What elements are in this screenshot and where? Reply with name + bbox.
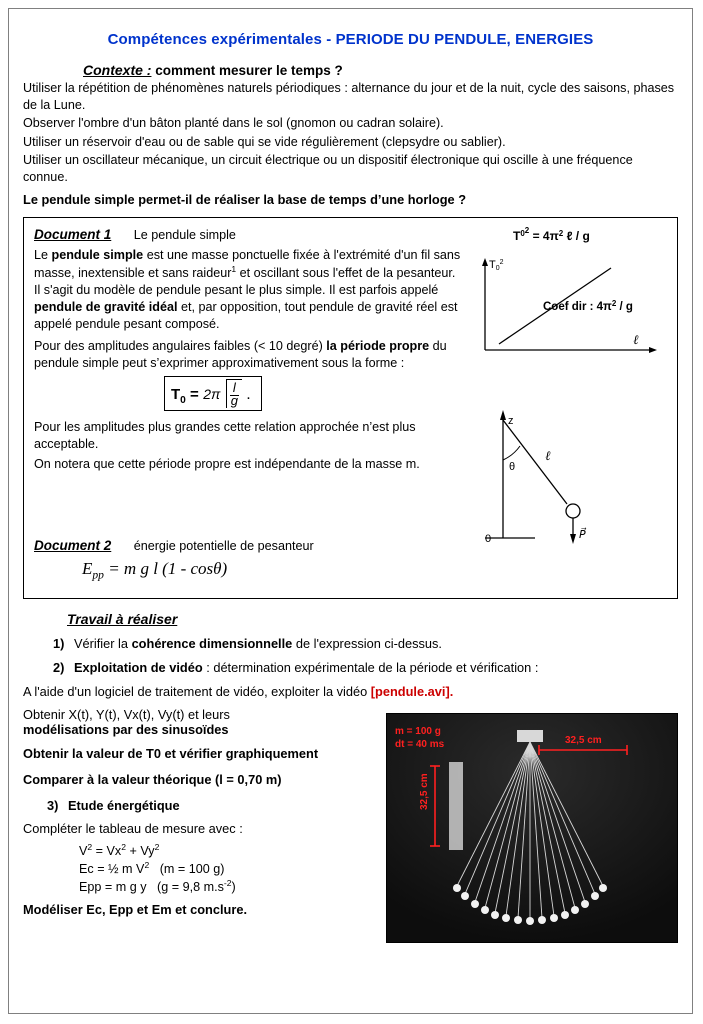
graph-x-label: ℓ [633, 331, 639, 347]
context-line-3: Utiliser un réservoir d'eau ou de sable qui se vide régulièrement (clepsydre ou sablier). [23, 134, 506, 149]
travail-item-1-text: Vérifier la cohérence dimensionnelle de l'expression ci-dessus. [73, 635, 442, 651]
graph-slope-label: Coef dir : $4\pi^2$ / g [543, 298, 633, 313]
context-label: Contexte : [83, 62, 152, 78]
task-line-4: Comparer à la valeur théorique (l = 0,70 m) [23, 771, 282, 787]
diagram-z-label: z [508, 414, 514, 427]
t0-squared-graph [455, 224, 667, 384]
document-page [8, 8, 693, 1014]
travail-item-1 [53, 636, 678, 651]
travail-item-3 [47, 798, 373, 813]
travail-item-2-number: 2) [53, 659, 65, 675]
photo-height-label: 32,5 cm [419, 772, 430, 810]
graph-y-label: $T0^2$ [489, 258, 504, 272]
travail-item-2-text: Exploitation de vidéo : détermination expérimentale de la période et vérification : [73, 659, 539, 675]
diagram-origin-label: 0 [485, 532, 492, 545]
document1-body [34, 247, 464, 333]
formula-t0: $T_0$ = [171, 385, 199, 406]
travail-item-3-text: Etude énergétique [67, 797, 180, 813]
documents-box [23, 217, 678, 599]
formula-fraction [230, 381, 239, 408]
formula-denominator: g [230, 393, 238, 409]
task-line-2: modélisations par des sinusoïdes [23, 721, 229, 737]
document1-body-text: Le pendule simple est une masse ponctuelle fixée à l'extrémité d'un fil sans masse, inextensible et sans raideur$^1$ et oscillant sous l'effet de la pesanteur. Il s'agit du modèle de pendule pesant le plus simple. Il est parfois appelé pendule de gravité idéal et, par opposition, tout pendule de gravité réel est appelé pendule pesant composé. [34, 247, 461, 331]
document1-after-2: On notera que cette période propre est indépendante de la masse m. [34, 457, 420, 472]
page-title: Compétences expérimentales - PERIODE DU PENDULE, ENERGIES [107, 31, 594, 48]
pendulum-diagram [463, 398, 653, 558]
context-closing-question: Le pendule simple permet-il de réaliser la base de temps d’une horloge ? [23, 191, 467, 207]
travail-item-1-number: 1) [53, 635, 65, 651]
document1-body2-text: Pour des amplitudes angulaires faibles (< 10 degré) la période propre du pendule simple peut s’exprimer approximativement sous la forme : [34, 338, 447, 370]
document1-subtitle: Le pendule simple [133, 227, 236, 242]
task-line-1: Obtenir X(t), Y(t), Vx(t), Vy(t) et leurs [23, 706, 230, 722]
photo-mass-label: m = 100 g [395, 725, 441, 737]
diagram-length-label: ℓ [545, 447, 551, 463]
graph-equation-text: $T^{02} = 4\pi^2$ ℓ / g [513, 225, 590, 243]
task-line-3: Obtenir la valeur de T0 et vérifier graphiquement [23, 745, 319, 761]
pendulum-photo [386, 713, 678, 943]
context-question: comment mesurer le temps ? [155, 63, 343, 78]
photo-dt-label: dt = 40 ms [395, 738, 445, 750]
document1-body2 [34, 338, 464, 372]
document2-formula: $E_{pp} = m$ g l (1 - cosθ) [82, 559, 228, 582]
document2-heading: Document 2 [34, 538, 112, 554]
table-line-2: Ec = ½ m $V^2$ (m = 100 g) [79, 859, 225, 877]
document1-heading: Document 1 [34, 226, 112, 242]
lower-section [23, 707, 678, 943]
context-heading [83, 62, 678, 78]
photo-width-label: 32,5 cm [565, 734, 602, 746]
document2-subtitle: énergie potentielle de pesanteur [133, 539, 314, 554]
context-line-2: Observer l'ombre d'un bâton planté dans le sol (gnomon ou cadran solaire). [23, 116, 444, 131]
table-line-1: $V^2 = Vx^2 + Vy^2$ [79, 841, 160, 858]
table-intro: Compléter le tableau de mesure avec : [23, 820, 243, 836]
context-line-4: Utiliser un oscillateur mécanique, un circuit électrique ou un dispositif électronique qui oscille à une fréquence connue. [23, 153, 633, 185]
video-instruction-prefix: A l'aide d'un logiciel de traitement de vidéo, exploiter la vidéo [23, 683, 371, 699]
document2 [34, 537, 504, 581]
travail-heading: Travail à réaliser [67, 610, 178, 627]
table-line-3: Epp = m g y (g = 9,8 $m.s^{-2}$) [79, 878, 236, 895]
period-formula [164, 376, 262, 411]
video-instruction [23, 684, 678, 699]
formula-2pi: 2π [203, 385, 221, 402]
document2-header [34, 537, 504, 555]
formula-sqrt [226, 379, 242, 408]
context-line-1: Utiliser la répétition de phénomènes naturels périodiques : alternance du jour et de la nuit, cycle des saisons, phases de la Lune. [23, 81, 675, 112]
conclusion-line: Modéliser Ec, Epp et Em et conclure. [23, 902, 248, 918]
formula-numerator: l [230, 380, 239, 396]
diagram-theta-label: θ [509, 460, 516, 473]
travail-item-2 [53, 660, 678, 675]
video-file-name: [pendule.avi]. [370, 683, 454, 699]
diagram-weight-label: P⃗ [579, 528, 586, 541]
document1-after-1: Pour les amplitudes plus grandes cette relation approchée n’est plus acceptable. [34, 420, 416, 452]
formula-period: . [246, 385, 251, 403]
task-list [23, 707, 373, 918]
travail-item-3-number: 3) [47, 797, 59, 813]
